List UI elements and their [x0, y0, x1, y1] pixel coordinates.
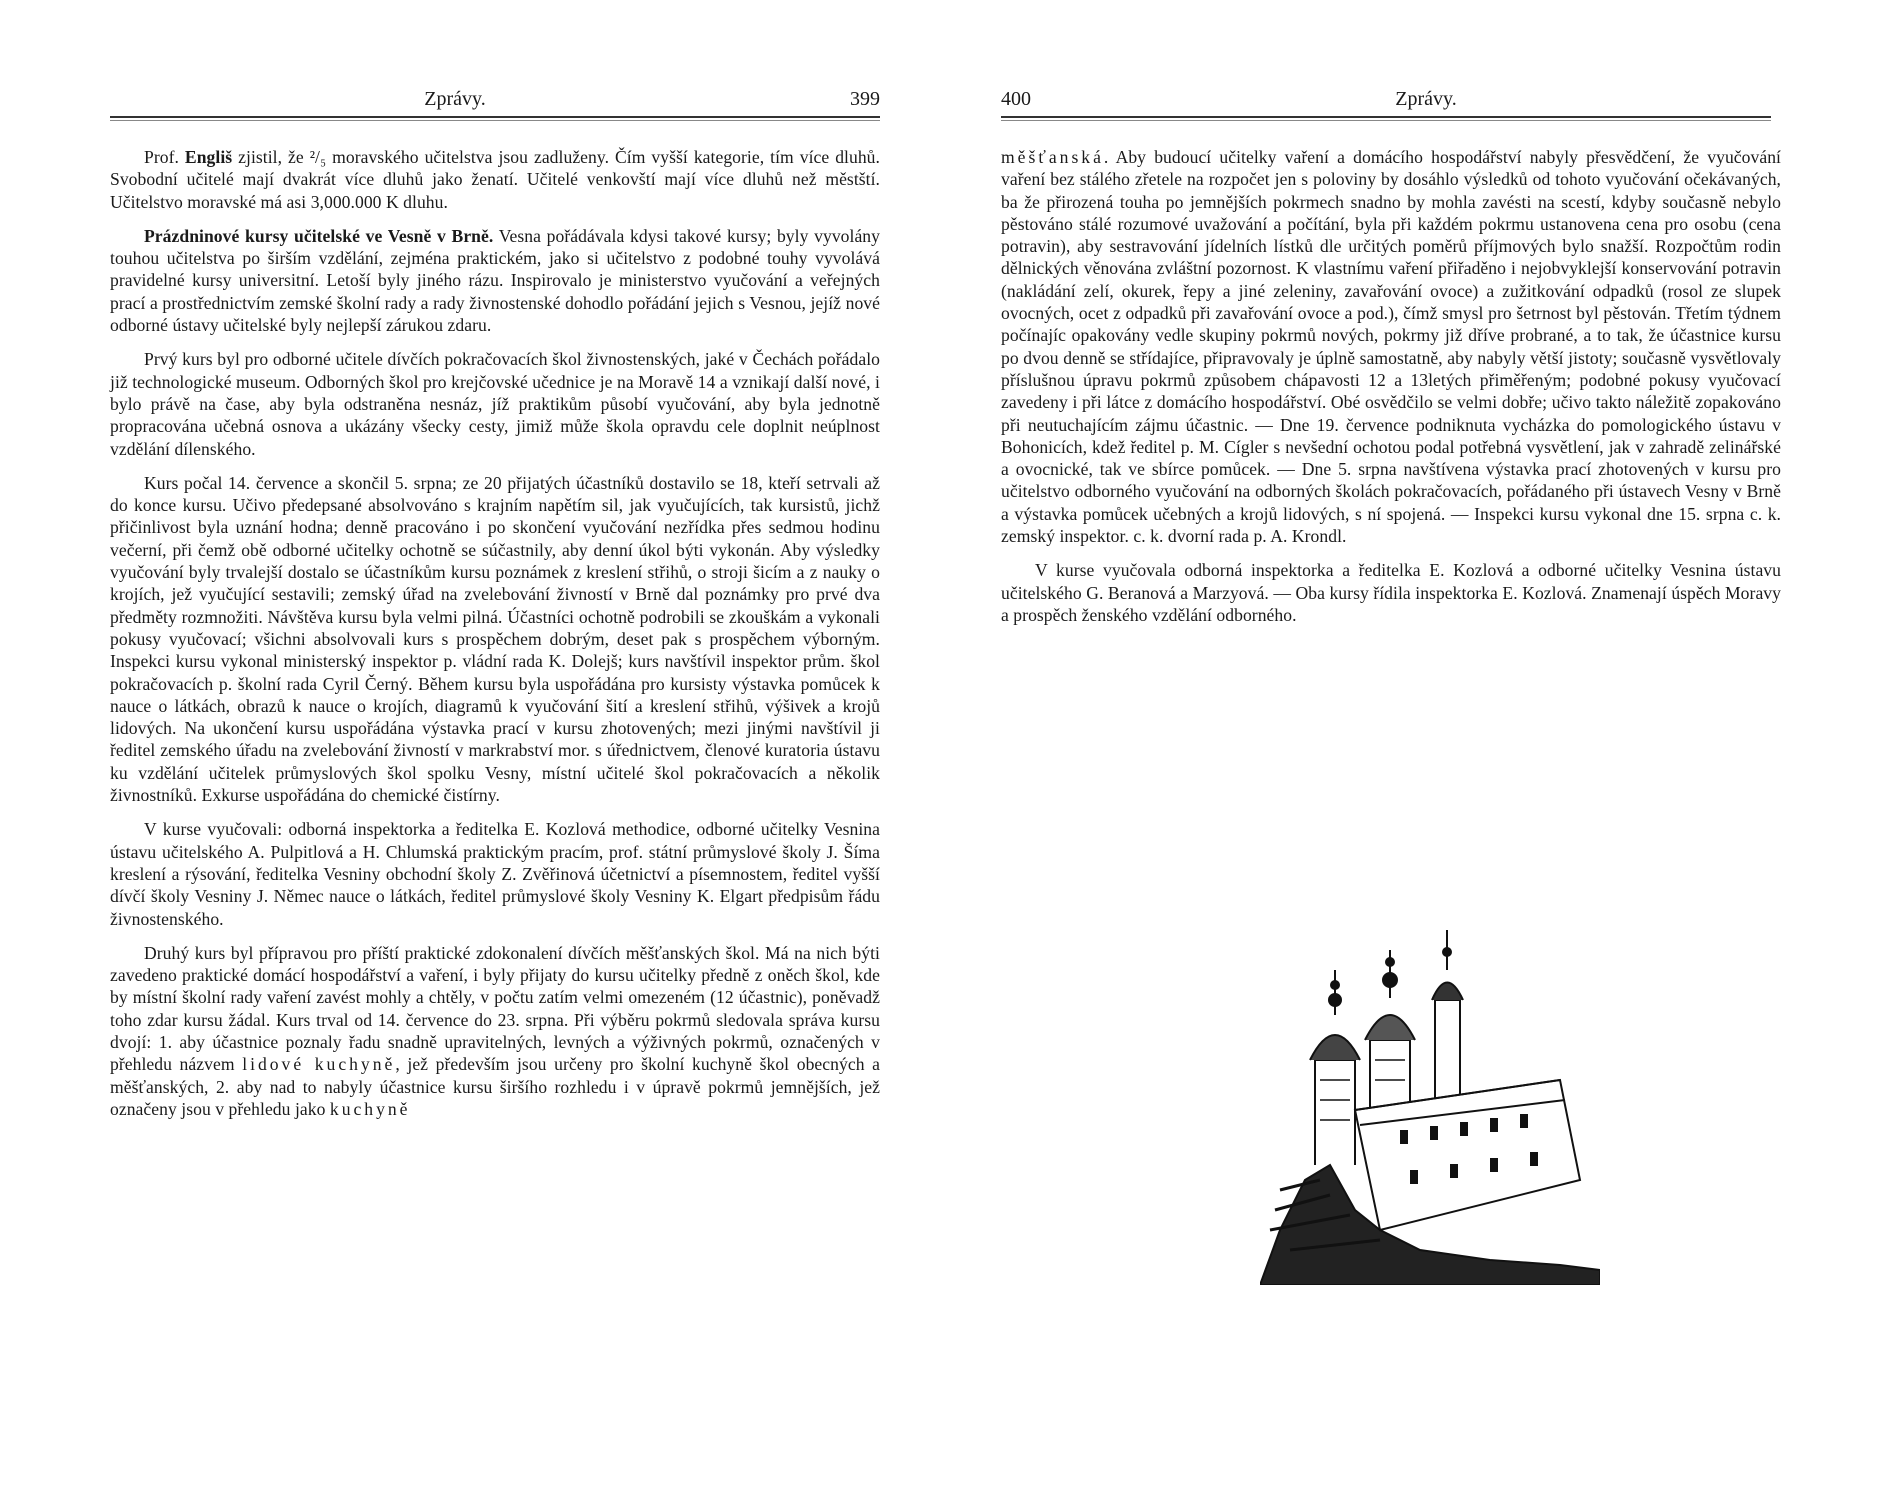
header-rule	[1001, 116, 1771, 118]
section-heading: Prázdninové kursy učitelské ve Vesně v Brně.	[144, 225, 494, 246]
spaced-term: měšťanská	[1001, 147, 1104, 167]
page-body	[110, 146, 880, 1132]
page-header	[110, 88, 880, 122]
paragraph: Kurs počal 14. července a skončil 5. srpna; ze 20 přijatých účastníků dostavilo se 18, kteří setrvali až do konce kursu. Učivo předepsané absolvováno s krajním napětím sil, jak vyučujících, tak kursistů, jichž přičinlivost byla uznání hodna; denně pracováno i po skončení vyučování nezřídka přes sedmou hodinu večerní, při čemž obě odborné učitelky ochotně se súčastnily, aby denní úkol býti vykonán. Aby výsledky vyučování byly trvalejší dostalo se účastníkům kursu poznámek z kreslení střihů, o stroji šicím a z nauky o krojích, jež vyučující sestavili; zemský úřad na zvelebování živností v Brně dal poznámky pro prvé dva předměty rozmnožiti. Návštěva kursu byla velmi pilná. Účastníci ochotně podrobili se zkouškám a vykonali pokusy vyučovací; všichni absolvovali kurs s prospěchem dobrým, deset pak s prospěchem výborným. Inspekci kursu vykonal ministerský inspektor p. vládní rada K. Dolejš; kurs navštívil inspektor prům. škol pokračovacích p. školní rada Cyril Černý. Během kursu byla uspořádána pro kursisty výstavka pomůcek k nauce o látkách, obrazů k nauce o krojích, diagramů k vyučování šití a kreslení střihů, výšivek a krojů lidových. Na ukončení kursu uspořádána výstavka prací v kursu zhotovených; mezi jinými navštívil ji ředitel zemského úřadu na zvelebování živností v markrabství mor. s úřednictvem, členové kuratoria ústavu ku vzdělání učitelek průmyslových škol spolku Vesny, místní učitelé škol pokračovacích a několik živnostníků. Exkurse uspořádána do chemické čistírny.	[110, 472, 880, 806]
page-number: 399	[850, 88, 880, 110]
text-run: Prof.	[144, 147, 185, 167]
castle-illustration	[1260, 930, 1600, 1285]
paragraph	[110, 146, 880, 213]
paragraph	[110, 225, 880, 336]
page-body	[1001, 146, 1781, 638]
page-number: 400	[1001, 88, 1031, 110]
header-rule-thin	[1001, 120, 1771, 121]
page-header	[1001, 88, 1771, 122]
paragraph: V kurse vyučovala odborná inspektorka a ředitelka E. Kozlová a odborné učitelky Vesnina ústavu učitelského G. Beranová a Marzyová. — Oba kursy řídila inspektorka E. Kozlová. Znamenají úspěch Moravy a prospěch ženského vzdělání odborného.	[1001, 560, 1781, 625]
text-run: . Aby budoucí učitelky vaření a domácího hospodářství nabyly přesvědčení, že vyučování vaření bez stálého zřetele na rozpočet jen s poloviny by dosáhlo výsledků od tohoto vyučování očekávaných, ba že přirozená touha po jemnějších pokrmech snadno by mohla zavésti na scestí, kdyby současně nebylo pěstováno stálé rozumové uvažování a počítání, byla při každém pokrmu ustanovena cena pro osobu (cena potravin), aby sestravování jídelních lístků dle určitých poměrů příjmových bylo snažší. Rozpočtům rodin dělnických věnována zvláštní pozornost. K vlastnímu vaření přiřaděno i nejobvyklejší konservování potravin (nakládání zelí, okurek, řepy a jiné zeleniny, zavařování ovoce) a zužitkování odpadků (rosol ze slupek ovocných, ocet z odpadků při zavařování ovoce a pod.), čímž smysl pro šetrnost byl pěstován. Třetím týdnem počínajíc opakovány vedle skupiny pokrmů nových, pokrmy již dříve probrané, a to tak, že účastnice kursu po dvou denně se střídajíce, připravovaly je úplně samostatně, aby nabyly větší jistoty; současně vysvětlovaly příslušnou úpravu pokrmů způsobem chápavosti 12 a 13letých přiměřeným; podobné pokusy vyučovací zavedeny i při látce z domácího hospodářství. Obé osvědčilo se velmi dobře; učivo takto náležitě zopakováno při neutuchajícím zájmu účastnic. — Dne 19. července podniknuta vycházka do pomologického ústavu v Bohonicích, kdež ředitel p. M. Cígler s nevšední ochotou podal potřebná vysvětlení, jak v zahradě zelinářské a ovocnické, tak ve sbírce pomůcek. — Dne 5. srpna navštívena výstavka prací zhotovených v kursu pro učitelstvo odborného vyučování na odborných školách pokračovacích, pořádaného při ústavech Vesny v Brně a výstavka pomůcek učebných a krojů lidových, s ní spojená. — Inspekci kursu vykonal dne 15. srpna c. k. zemský inspektor. c. k. dvorní rada p. A. Krondl.	[1001, 147, 1781, 547]
spaced-term: lidové kuchyně	[242, 1054, 396, 1075]
text-run: Druhý kurs byl přípravou pro příští praktické zdokonalení dívčích měšťanských škol. Má na nich býti zavedeno praktické domácí hospodářství a vaření, i byly přijaty do kursu učitelky předně z oněch škol, kde by místní školní rady vaření zavést mohly a chtěly, v počtu zatím velmi omezeném (12 účastnic), poněvadž toho zdar kursu žádal. Kurs trval od 14. července do 23. srpna. Při výběru pokrmů sledovala správa kursu dvojí: 1. aby účastnice poznaly řadu snadně upravitelných, levných a výživných pokrmů, označených v přehledu názvem	[110, 942, 880, 1075]
text-run: Vesna pořádávala kdysi takové kursy; byly vyvolány touhou učitelstva po širším vzdělání, zejména praktickém, jako si učitelstvo z podobné touhy vyvolává pravidelné kursy universitní. Letoší byly jiného rázu. Inspirovalo je ministerstvo vyučování a veřejných prací a prostřednictvím zemské školní rady a rady živnostenské dohodlo pořádání jejich s Vesnou, jejíž nové odborné ústavy učitelské byly nejlepší zárukou zdaru.	[110, 225, 880, 336]
paragraph: V kurse vyučovali: odborná inspektorka a ředitelka E. Kozlová methodice, odborné učitelky Vesnina ústavu učitelského A. Pulpitlová a H. Chlumská praktickým pracím, prof. státní průmyslové školy J. Šíma kreslení a rýsování, ředitelka Vesniny obchodní školy Z. Zvěřinová účetnictví a písemnostem, ředitel vyšší dívčí školy Vesniny J. Němec nauce o látkách, ředitel průmyslové školy Vesniny K. Elgart předpisům řádu živnostenského.	[110, 819, 880, 929]
running-title: Zprávy.	[1395, 88, 1457, 110]
running-title: Zprávy.	[424, 88, 486, 110]
header-rule	[110, 116, 880, 118]
spaced-term: kuchyně	[329, 1098, 411, 1119]
text-run: zjistil, že ²/₅ moravského učitelstva jsou zadluženy. Čím vyšší kategorie, tím více dluhů. Svobodní učitelé mají dvakrát více dluhů jako ženatí. Učitelé venkovští mají více dluhů než městští. Učitelstvo moravské má asi 3,000.000 K dluhu.	[110, 147, 880, 212]
paragraph	[1001, 146, 1781, 547]
paragraph	[110, 942, 880, 1120]
author-name: Engliš	[184, 147, 233, 167]
header-rule-thin	[110, 120, 880, 121]
paragraph: Prvý kurs byl pro odborné učitele dívčích pokračovacích škol živnostenských, jaké v Čechách pořádalo již technologické museum. Odborných škol pro krejčovské učednice je na Moravě 14 a vznikají další nové, i bylo právě na čase, aby byla odstraněna nesnáz, jíž praktikům působí vyučování, aby byla jednotně propracována učebná osnova a ukázány všecky cesty, jimiž může škola opravdu cele doplnit neúplnost vzdělání dílenského.	[110, 349, 880, 459]
text-run: , jež především jsou určeny pro školní kuchyně škol obecných a měšťanských, 2. aby nad to nabyly účastnice kursu širšího rozhledu i v úpravě pokrmů jemnějších, jež označeny jsou v přehledu jako	[110, 1054, 881, 1119]
